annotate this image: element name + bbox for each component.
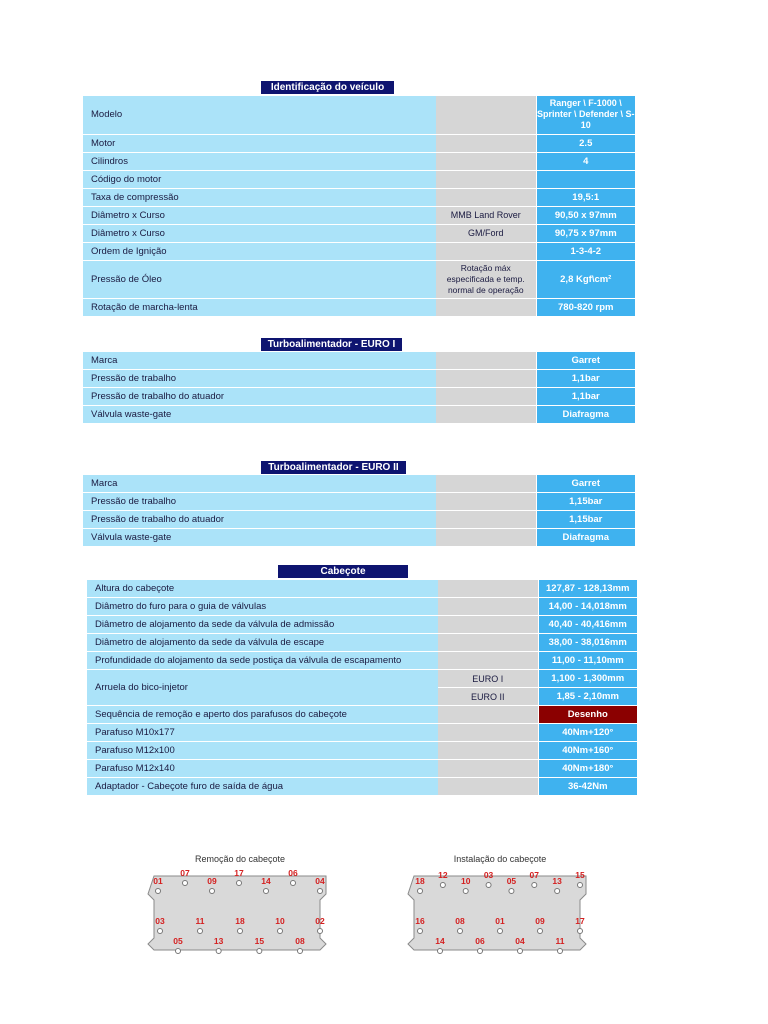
- row-value: 90,75 x 97mm: [536, 224, 635, 242]
- row-detail: [436, 188, 536, 206]
- row-label: Pressão de trabalho do atuador: [83, 388, 436, 406]
- row-detail: [436, 475, 536, 493]
- row-label: Diâmetro x Curso: [83, 206, 436, 224]
- bolt-hole: [538, 929, 543, 934]
- bolt-hole: [291, 881, 296, 886]
- row-value: 38,00 - 38,016mm: [538, 634, 637, 652]
- table-row: [87, 580, 637, 598]
- row-label: Modelo: [83, 96, 436, 134]
- bolt-number: 09: [535, 916, 545, 926]
- row-label: Sequência de remoção e aperto dos parafusos do cabeçote: [87, 706, 438, 724]
- table-row: [83, 352, 635, 370]
- bolt-number: 11: [195, 916, 205, 926]
- bolt-number: 02: [315, 916, 325, 926]
- bolt-number: 18: [415, 876, 425, 886]
- bolt-number: 05: [173, 936, 183, 946]
- table-row: [83, 511, 635, 529]
- bolt-hole: [237, 881, 242, 886]
- bolt-hole: [458, 929, 463, 934]
- row-value: 40Nm+160°: [538, 742, 637, 760]
- table-row: [83, 134, 635, 152]
- bolt-number: 14: [261, 876, 271, 886]
- row-value: 19,5:1: [536, 188, 635, 206]
- bolt-number: 07: [180, 868, 190, 878]
- row-label: Adaptador - Cabeçote furo de saída de água: [87, 778, 438, 796]
- row-label: Pressão de Óleo: [83, 260, 436, 298]
- bolt-hole: [418, 889, 423, 894]
- bolt-hole: [532, 883, 537, 888]
- row-detail: [438, 616, 538, 634]
- table-row: [83, 388, 635, 406]
- bolt-hole: [156, 889, 161, 894]
- bolt-number: 16: [415, 916, 425, 926]
- bolt-number: 08: [455, 916, 465, 926]
- bolt-hole: [210, 889, 215, 894]
- bolt-hole: [478, 949, 483, 954]
- row-value: 1,1bar: [536, 370, 635, 388]
- row-value: Diafragma: [536, 529, 635, 547]
- table-row: [87, 760, 637, 778]
- bolt-hole: [440, 883, 445, 888]
- row-value: 36-42Nm: [538, 778, 637, 796]
- row-label: Altura do cabeçote: [87, 580, 438, 598]
- table-row: [83, 475, 635, 493]
- bolt-number: 18: [235, 916, 245, 926]
- bolt-number: 06: [288, 868, 298, 878]
- bolt-number: 15: [254, 936, 265, 946]
- bolt-number: 13: [552, 876, 562, 886]
- section-title-cabecote: Cabeçote: [278, 565, 408, 578]
- diagram-removal: [140, 850, 340, 960]
- row-label: Diâmetro de alojamento da sede da válvula de admissão: [87, 616, 438, 634]
- bolt-hole: [298, 949, 303, 954]
- bolt-hole: [238, 929, 243, 934]
- row-value: 2.5: [536, 134, 635, 152]
- bolt-hole: [578, 883, 583, 888]
- table-identificacao: [83, 96, 635, 317]
- table-row: [87, 778, 637, 796]
- row-label: Marca: [83, 352, 436, 370]
- table-row: [83, 242, 635, 260]
- diagram-title: Remoção do cabeçote: [194, 854, 286, 864]
- bolt-hole: [486, 883, 491, 888]
- table-row: [87, 724, 637, 742]
- table-row: [83, 529, 635, 547]
- row-detail: [438, 778, 538, 796]
- bolt-number: 04: [515, 936, 525, 946]
- row-label: Diâmetro de alojamento da sede da válvula de escape: [87, 634, 438, 652]
- bolt-hole: [318, 889, 323, 894]
- row-value: 127,87 - 128,13mm: [538, 580, 637, 598]
- bolt-number: 14: [435, 936, 445, 946]
- row-value: Diafragma: [536, 406, 635, 424]
- row-label: Diâmetro do furo para o guia de válvulas: [87, 598, 438, 616]
- bolt-hole: [498, 929, 503, 934]
- row-label: Válvula waste-gate: [83, 529, 436, 547]
- row-detail: Rotação máx especificada e temp. normal de operação: [436, 260, 536, 298]
- row-label: Rotação de marcha-lenta: [83, 298, 436, 316]
- row-label: Válvula waste-gate: [83, 406, 436, 424]
- bolt-number: 11: [555, 936, 565, 946]
- table-row: [87, 742, 637, 760]
- bolt-number: 15: [575, 870, 585, 880]
- table-row: [83, 370, 635, 388]
- bolt-hole: [558, 949, 563, 954]
- bolt-hole: [278, 929, 283, 934]
- row-value: 40Nm+120°: [538, 724, 637, 742]
- row-value: 1,100 - 1,300mm: [538, 670, 637, 688]
- row-value: 11,00 - 11,10mm: [538, 652, 637, 670]
- cylinder-head-removal-drawing: [140, 850, 340, 960]
- row-value: 14,00 - 14,018mm: [538, 598, 637, 616]
- table-row: [83, 152, 635, 170]
- bolt-number: 01: [495, 916, 505, 926]
- row-detail: [436, 406, 536, 424]
- table-row: [87, 634, 637, 652]
- bolt-hole: [264, 889, 269, 894]
- table-row: [83, 206, 635, 224]
- row-value: 1,1bar: [536, 388, 635, 406]
- row-detail: [436, 242, 536, 260]
- bolt-number: 03: [483, 870, 494, 880]
- bolt-hole: [216, 949, 221, 954]
- row-value: 4: [536, 152, 635, 170]
- bolt-number: 09: [207, 876, 217, 886]
- row-label: Cilindros: [83, 152, 436, 170]
- bolt-hole: [257, 949, 262, 954]
- bolt-hole: [463, 889, 468, 894]
- row-value: 1,85 - 2,10mm: [538, 688, 637, 706]
- row-detail: GM/Ford: [436, 224, 536, 242]
- row-label: Marca: [83, 475, 436, 493]
- row-detail: [438, 634, 538, 652]
- row-label: Arruela do bico-injetor: [87, 670, 438, 706]
- row-label: Profundidade do alojamento da sede postiça da válvula de escapamento: [87, 652, 438, 670]
- row-label: Pressão de trabalho: [83, 493, 436, 511]
- row-label: Código do motor: [83, 170, 436, 188]
- row-detail: [436, 152, 536, 170]
- table-row: [87, 598, 637, 616]
- row-detail: [438, 724, 538, 742]
- table-row: [83, 298, 635, 316]
- row-detail: [436, 511, 536, 529]
- bolt-hole: [183, 881, 188, 886]
- table-row: [87, 652, 637, 670]
- row-value: 1,15bar: [536, 511, 635, 529]
- row-value: 780-820 rpm: [536, 298, 635, 316]
- row-value: 2,8 Kgf\cm²: [536, 260, 635, 298]
- bolt-hole: [578, 929, 583, 934]
- bolt-number: 03: [155, 916, 165, 926]
- row-value: 40,40 - 40,416mm: [538, 616, 637, 634]
- row-value: [536, 170, 635, 188]
- table-row: [87, 616, 637, 634]
- row-detail: [438, 598, 538, 616]
- bolt-number: 06: [475, 936, 485, 946]
- row-label: Diâmetro x Curso: [83, 224, 436, 242]
- bolt-hole: [555, 889, 560, 894]
- row-value: 90,50 x 97mm: [536, 206, 635, 224]
- row-detail: [438, 742, 538, 760]
- bolt-hole: [509, 889, 514, 894]
- table-cabecote: [87, 580, 637, 796]
- drawing-link[interactable]: Desenho: [538, 706, 637, 724]
- row-label: Parafuso M10x177: [87, 724, 438, 742]
- row-detail: [436, 134, 536, 152]
- row-detail: [436, 298, 536, 316]
- section-title-turbo-euro-1: Turboalimentador - EURO I: [261, 338, 402, 351]
- row-value: Garret: [536, 475, 635, 493]
- bolt-hole: [438, 949, 443, 954]
- row-label: Pressão de trabalho: [83, 370, 436, 388]
- table-row: [83, 260, 635, 298]
- bolt-number: 13: [213, 936, 224, 946]
- row-detail: [438, 652, 538, 670]
- table-row: [87, 706, 637, 724]
- row-detail: [436, 370, 536, 388]
- bolt-number: 01: [153, 876, 163, 886]
- row-detail: [436, 529, 536, 547]
- table-row: [83, 493, 635, 511]
- bolt-number: 17: [575, 916, 585, 926]
- bolt-hole: [176, 949, 181, 954]
- bolt-hole: [318, 929, 323, 934]
- table-turbo-euro-1: [83, 352, 635, 424]
- table-row: [83, 96, 635, 134]
- row-label: Parafuso M12x100: [87, 742, 438, 760]
- row-detail: [436, 352, 536, 370]
- row-detail: [436, 493, 536, 511]
- table-turbo-euro-2: [83, 475, 635, 547]
- section-title-turbo-euro-2: Turboalimentador - EURO II: [261, 461, 406, 474]
- row-detail: [438, 706, 538, 724]
- bolt-number: 17: [234, 868, 244, 878]
- row-detail: EURO I: [438, 670, 538, 688]
- row-label: Ordem de Ignição: [83, 242, 436, 260]
- bolt-number: 07: [529, 870, 540, 880]
- bolt-number: 12: [438, 870, 448, 880]
- row-value: 40Nm+180°: [538, 760, 637, 778]
- bolt-number: 05: [506, 876, 517, 886]
- bolt-number: 10: [275, 916, 285, 926]
- row-value: 1-3-4-2: [536, 242, 635, 260]
- row-value: Garret: [536, 352, 635, 370]
- row-value: 1,15bar: [536, 493, 635, 511]
- row-detail: [438, 580, 538, 598]
- table-row: [83, 188, 635, 206]
- row-label: Pressão de trabalho do atuador: [83, 511, 436, 529]
- bolt-hole: [418, 929, 423, 934]
- row-detail: [438, 760, 538, 778]
- row-detail: [436, 170, 536, 188]
- section-title-identificacao: Identificação do veículo: [261, 81, 394, 94]
- bolt-hole: [198, 929, 203, 934]
- row-value: Ranger \ F-1000 \ Sprinter \ Defender \ S-10: [536, 96, 635, 134]
- table-row: [83, 224, 635, 242]
- row-label: Taxa de compressão: [83, 188, 436, 206]
- row-detail: EURO II: [438, 688, 538, 706]
- row-detail: MMB Land Rover: [436, 206, 536, 224]
- bolt-number: 10: [460, 876, 471, 886]
- bolt-hole: [158, 929, 163, 934]
- bolt-hole: [518, 949, 523, 954]
- table-row: [87, 670, 637, 688]
- row-label: Motor: [83, 134, 436, 152]
- row-label: Parafuso M12x140: [87, 760, 438, 778]
- cylinder-head-install-drawing: [400, 850, 600, 960]
- diagram-title: Instalação do cabeçote: [453, 854, 547, 864]
- table-row: [83, 170, 635, 188]
- table-row: [83, 406, 635, 424]
- diagram-install: [400, 850, 600, 960]
- row-detail: [436, 388, 536, 406]
- row-detail: [436, 96, 536, 134]
- bolt-number: 08: [295, 936, 305, 946]
- bolt-number: 04: [315, 876, 325, 886]
